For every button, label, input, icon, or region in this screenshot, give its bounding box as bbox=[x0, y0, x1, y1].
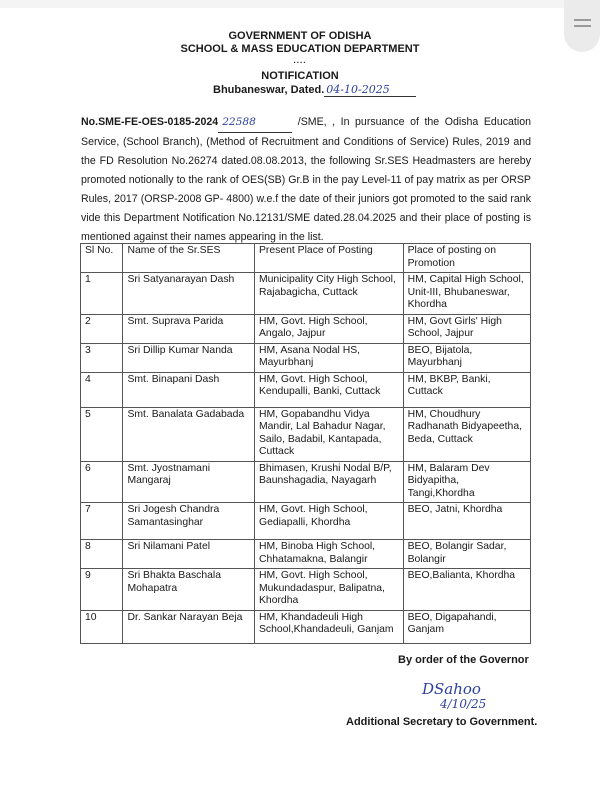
cell-present: Municipality City High School, Rajabagicha, Cuttack bbox=[254, 273, 403, 315]
cell-promotion: BEO, Jatni, Khordha bbox=[403, 503, 530, 540]
col-header-present: Present Place of Posting bbox=[254, 244, 403, 273]
cell-sl: 1 bbox=[81, 273, 123, 315]
cell-promotion: HM, Balaram Dev Bidyapitha, Tangi,Khordha bbox=[403, 461, 530, 503]
promotion-table bbox=[80, 243, 531, 644]
cell-sl: 9 bbox=[81, 569, 123, 611]
table-row bbox=[81, 461, 531, 503]
place-label: Bhubaneswar, Dated. bbox=[213, 84, 325, 96]
cell-present: HM, Binoba High School, Chhatamakna, Balangir bbox=[254, 540, 403, 569]
table-row bbox=[81, 314, 531, 343]
cell-sl: 6 bbox=[81, 461, 123, 503]
cell-present: HM, Govt. High School, Mukundadaspur, Balipatna, Khordha bbox=[254, 569, 403, 611]
cell-sl: 8 bbox=[81, 540, 123, 569]
col-header-promotion: Place of posting on Promotion bbox=[403, 244, 530, 273]
dateline bbox=[213, 83, 416, 97]
order-line: By order of the Governor bbox=[398, 654, 529, 666]
cell-present: HM, Khandadeuli High School,Khandadeuli, Ganjam bbox=[254, 610, 403, 643]
table-row bbox=[81, 610, 531, 643]
handwritten-ref-number: 22588 bbox=[218, 113, 292, 133]
reference-number: No.SME-FE-OES-0185-2024 bbox=[81, 116, 219, 128]
cell-sl: 3 bbox=[81, 343, 123, 372]
table-row bbox=[81, 569, 531, 611]
cell-present: HM, Govt. High School, Gediapalli, Khordha bbox=[254, 503, 403, 540]
table-row bbox=[81, 503, 531, 540]
cell-name: Smt. Banalata Gadabada bbox=[123, 407, 255, 461]
cell-present: HM, Govt. High School, Kendupalli, Banki, Cuttack bbox=[254, 372, 403, 407]
cell-name: Smt. Jyostnamani Mangaraj bbox=[123, 461, 255, 503]
table-row bbox=[81, 343, 531, 372]
signature: DSahoo bbox=[422, 680, 481, 698]
heading-separator: .... bbox=[293, 56, 307, 65]
signature-date: 4/10/25 bbox=[440, 697, 487, 711]
cell-present: HM, Asana Nodal HS, Mayurbhanj bbox=[254, 343, 403, 372]
col-header-sl: Sl No. bbox=[81, 244, 123, 273]
cell-name: Sri Nilamani Patel bbox=[123, 540, 255, 569]
cell-sl: 10 bbox=[81, 610, 123, 643]
cell-promotion: BEO,Balianta, Khordha bbox=[403, 569, 530, 611]
table-header-row bbox=[81, 244, 531, 273]
handle-grip-icon bbox=[574, 19, 591, 21]
cell-present: Bhimasen, Krushi Nodal B/P, Baunshagadia, Nayagarh bbox=[254, 461, 403, 503]
cell-name: Sri Jogesh Chandra Samantasinghar bbox=[123, 503, 255, 540]
handwritten-date: 04-10-2025 bbox=[324, 83, 416, 97]
cell-sl: 5 bbox=[81, 407, 123, 461]
cell-promotion: HM, Govt Girls' High School, Jajpur bbox=[403, 314, 530, 343]
notification-title: NOTIFICATION bbox=[261, 70, 339, 82]
signatory-designation: Additional Secretary to Government. bbox=[346, 716, 538, 728]
cell-promotion: HM, BKBP, Banki, Cuttack bbox=[403, 372, 530, 407]
govt-heading: GOVERNMENT OF ODISHA bbox=[228, 30, 372, 42]
handle-grip-icon bbox=[574, 25, 591, 27]
cell-promotion: HM, Choudhury Radhanath Bidyapeetha, Beda, Cuttack bbox=[403, 407, 530, 461]
cell-sl: 7 bbox=[81, 503, 123, 540]
table-row bbox=[81, 540, 531, 569]
cell-sl: 4 bbox=[81, 372, 123, 407]
col-header-name: Name of the Sr.SES bbox=[123, 244, 255, 273]
cell-promotion: BEO, Bolangir Sadar, Bolangir bbox=[403, 540, 530, 569]
table-row bbox=[81, 273, 531, 315]
department-heading: SCHOOL & MASS EDUCATION DEPARTMENT bbox=[180, 43, 420, 55]
cell-name: Smt. Binapani Dash bbox=[123, 372, 255, 407]
cell-promotion: HM, Capital High School, Unit-III, Bhubaneswar, Khordha bbox=[403, 273, 530, 315]
cell-name: Sri Dillip Kumar Nanda bbox=[123, 343, 255, 372]
cell-name: Sri Bhakta Baschala Mohapatra bbox=[123, 569, 255, 611]
table-row bbox=[81, 407, 531, 461]
notification-body bbox=[81, 113, 531, 247]
cell-name: Smt. Suprava Parida bbox=[123, 314, 255, 343]
cell-name: Dr. Sankar Narayan Beja bbox=[123, 610, 255, 643]
body-text: /SME, , In pursuance of the Odisha Education Service, (School Branch), (Method of Recruitment and Conditions of Service) Rules, 2019 and the FD Resolution No.26274 dated.08.08.2013, the following Sr.SES Headmasters are hereby promoted notionally to the rank of OES(SB) Gr.B in the pay Level-11 of pay matrix as per ORSP Rules, 2017 (ORSP-2008 GP- 4800) w.e.f the date of their juniors got promoted to the said rank vide this Department Notification No.12131/SME dated.28.04.2025 and their place of posting is mentioned against their names appearing in the list. bbox=[81, 116, 531, 243]
cell-present: HM, Gopabandhu Vidya Mandir, Lal Bahadur Nagar, Sailo, Badabil, Kantapada, Cuttack bbox=[254, 407, 403, 461]
table-row bbox=[81, 372, 531, 407]
cell-present: HM, Govt. High School, Angalo, Jajpur bbox=[254, 314, 403, 343]
viewer-top-band bbox=[0, 0, 600, 8]
cell-sl: 2 bbox=[81, 314, 123, 343]
cell-name: Sri Satyanarayan Dash bbox=[123, 273, 255, 315]
cell-promotion: BEO, Bijatola, Mayurbhanj bbox=[403, 343, 530, 372]
cell-promotion: BEO, Digapahandi, Ganjam bbox=[403, 610, 530, 643]
